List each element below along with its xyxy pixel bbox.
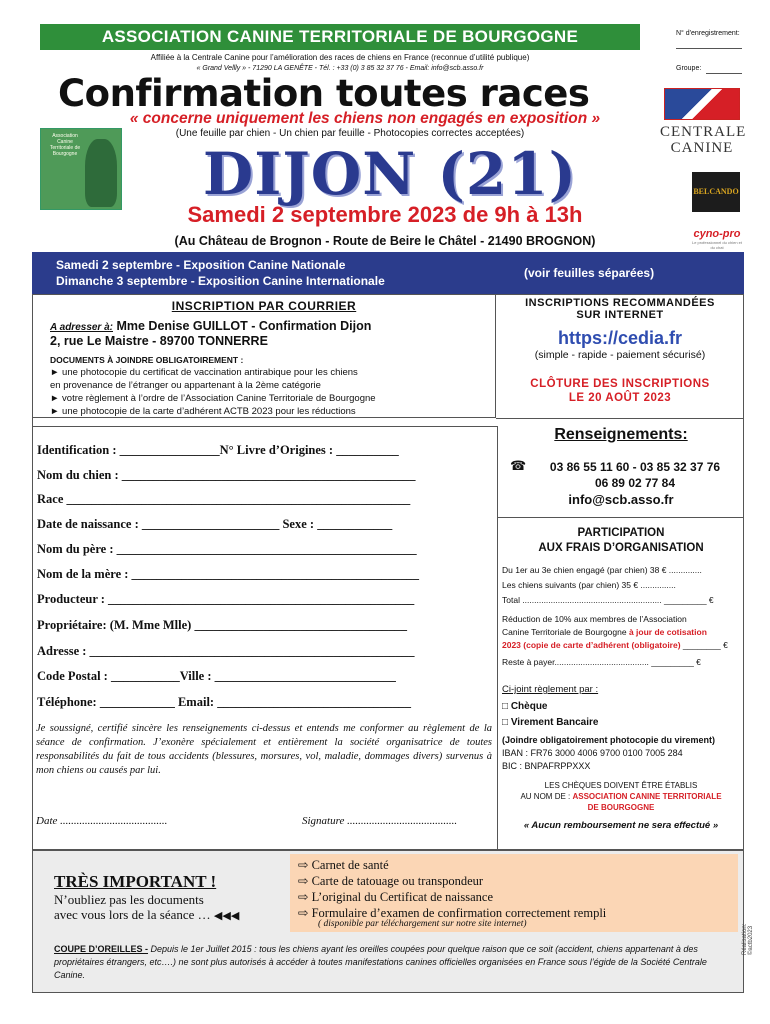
page-title: Confirmation toutes races <box>58 72 590 115</box>
dog-name-field[interactable]: Nom du chien : _______________________________________________ <box>37 468 416 482</box>
mother-name-field[interactable]: Nom de la mère : ______________________________________________ <box>37 567 420 581</box>
phone-email-field[interactable]: Téléphone: ____________ Email: _______________________________ <box>37 695 411 709</box>
event-venue: (Au Château de Brognon - Route de Beire le Châtel - 21490 BROGNON) <box>174 234 596 248</box>
exposition-see-sheets: (voir feuilles séparées) <box>524 266 655 280</box>
registration-form <box>32 426 498 850</box>
producer-field[interactable]: Producteur : _________________________________________________ <box>37 592 415 606</box>
contact-email[interactable]: info@scb.asso.fr <box>568 492 674 507</box>
city-title: DIJON (21) <box>202 140 578 208</box>
centrale-canine-flag-logo <box>664 88 740 120</box>
remaining-to-pay: Reste à payer........................................ _________ € <box>502 657 701 667</box>
checklist-item: ⇨ Carte de tatouage ou transpondeur <box>298 874 484 888</box>
realisation-credit: Réalisation: ©actb2023 <box>742 923 754 955</box>
affiliation-text: Affiliée à la Centrale Canine pour l’amélioration des races de chiens en France (reconnue d’utilité publique) <box>150 53 530 62</box>
declaration-text: Je soussigné, certifié sincère les renseignements ci-dessus et entends me conformer au règlement de la séance de confirmation. J’exonère spécialement et entièrement la société organisatrice de toutes responsabilités du fait de tous accidents (blessures, morsures, vol, maladie, dommages divers) survenus à mon chiens ou causés par lui. <box>36 723 492 776</box>
ear-cropping-notice: COUPE D’OREILLES - Depuis le 1er Juillet 2015 : tous les chiens ayant les oreilles coupées pour quelque raison que ce soit (accident, chiens appartenant à des propriétaires étrangers, etc….) ne sont plus autorisés à accéder à toutes manifestations canines officielles organisées en France sous l’égide de la Société Centrale Canine. <box>54 944 707 980</box>
bank-details: (Joindre obligatoirement photocopie du virement) IBAN : FR76 3000 4006 9700 0100 7005 284 BIC : BNPAFRPPXXX <box>502 735 716 771</box>
feuille-note: (Une feuille par chien - Un chien par feuille - Photocopies correctes acceptées) <box>175 128 525 139</box>
fee-total: Total ........................................................... _________ € <box>502 595 714 605</box>
payment-method-label: Ci-joint règlement par : <box>502 684 599 695</box>
father-name-field[interactable]: Nom du père : ________________________________________________ <box>37 542 417 556</box>
courrier-title: INSCRIPTION PAR COURRIER <box>171 299 357 313</box>
checklist-item: ⇨ L’original du Certificat de naissance <box>298 890 494 904</box>
internet-note: (simple - rapide - paiement sécurisé) <box>534 349 706 361</box>
cedia-link[interactable]: https://cedia.fr <box>557 328 682 348</box>
internet-title: INSCRIPTIONS RECOMMANDÉES SUR INTERNET <box>525 297 715 321</box>
exposition-sunday: Dimanche 3 septembre - Exposition Canine Internationale <box>56 274 385 288</box>
documents-title: DOCUMENTS À JOINDRE OBLIGATOIREMENT : <box>50 355 244 365</box>
fee-first-dogs: Du 1er au 3e chien engagé (par chien) 38 € .............. <box>502 565 702 575</box>
renseignements-title: Renseignements: <box>554 426 688 443</box>
date-field[interactable]: Date ....................................... <box>36 815 168 827</box>
association-address: « Grand Vellly » - 71290 LA GENÊTE - Tél. : +33 (0) 3 85 32 37 76 - Email: info@scb.asso.fr <box>196 65 484 72</box>
exposition-band <box>32 252 744 294</box>
registration-field[interactable] <box>676 48 742 49</box>
cheque-checkbox[interactable]: □ Chèque <box>502 701 548 712</box>
courrier-street: 2, rue Le Maistre - 89700 TONNERRE <box>50 334 268 348</box>
document-item: ► une photocopie du certificat de vaccination antirabique pour les chiens <box>50 367 358 378</box>
no-refund-note: « Aucun remboursement ne sera effectué » <box>523 820 719 831</box>
association-poster-logo <box>40 128 122 210</box>
reduction-line: 2023 (copie de carte d’adhérent (obligatoire) ________ € <box>502 640 728 650</box>
checklist-item: ⇨ Carnet de santé <box>298 858 389 872</box>
virement-checkbox[interactable]: □ Virement Bancaire <box>502 717 599 728</box>
signature-field[interactable]: Signature ........................................ <box>302 815 458 827</box>
belcando-logo: BELCANDO <box>692 172 740 212</box>
cheque-payee: LES CHÈQUES DOIVENT ÊTRE ÉTABLIS AU NOM DE : ASSOCIATION CANINE TERRITORIALE DE BOURGOGNE <box>520 781 722 812</box>
dog-silhouette-icon <box>85 139 117 207</box>
identification-field[interactable]: Identification : ________________N° Livre d’Origines : __________ <box>37 443 399 457</box>
breed-field[interactable]: Race _______________________________________________________ <box>37 492 411 506</box>
cynopro-tagline: Le professionnel du chien et du chat <box>691 240 743 250</box>
group-label: Groupe: <box>676 65 702 72</box>
cynopro-logo: cyno-pro <box>693 228 741 240</box>
checklist-item: ⇨ Formulaire d’examen de confirmation correctement rempli <box>298 906 607 920</box>
document-item: ► votre règlement à l’ordre de l’Association Canine Territoriale de Bourgogne <box>50 393 376 404</box>
registration-label: N° d'enregistrement: <box>676 30 740 37</box>
group-field[interactable] <box>706 73 742 74</box>
courrier-recipient: A adresser à: Mme Denise GUILLOT - Confirmation Dijon <box>50 319 372 333</box>
important-title: TRÈS IMPORTANT ! <box>54 872 217 891</box>
birthdate-sex-field[interactable]: Date de naissance : ______________________ Sexe : ____________ <box>37 517 393 531</box>
owner-field[interactable]: Propriétaire: (M. Mme Mlle) __________________________________ <box>37 618 407 632</box>
phone-numbers: 03 86 55 11 60 - 03 85 32 37 76 06 89 02 77 84 <box>549 460 721 490</box>
centrale-canine-logo-text: CENTRALE CANINE <box>660 124 747 156</box>
postal-city-field[interactable]: Code Postal : ___________Ville : _____________________________ <box>37 669 396 683</box>
reduction-line: Canine Territoriale de Bourgogne à jour de cotisation <box>502 627 707 637</box>
closing-date: CLÔTURE DES INSCRIPTIONS LE 20 AOÛT 2023 <box>530 378 710 404</box>
reduction-line: Réduction de 10% aux membres de l’Association <box>502 614 687 624</box>
document-item: ► une photocopie de la carte d’adhérent ACTB 2023 pour les réductions <box>50 406 356 417</box>
document-item: en provenance de l’étranger ou appartenant à la 2ème catégorie <box>50 380 321 391</box>
fee-next-dogs: Les chiens suivants (par chien) 35 € ............... <box>502 580 676 590</box>
association-banner: ASSOCIATION CANINE TERRITORIALE DE BOURGOGNE <box>40 24 640 50</box>
participation-title: PARTICIPATION AUX FRAIS D’ORGANISATION <box>538 527 704 554</box>
subtitle: « concerne uniquement les chiens non engagés en exposition » <box>129 110 601 127</box>
exposition-saturday: Samedi 2 septembre - Exposition Canine Nationale <box>56 258 346 272</box>
poster-text: Association Canine Territoriale de Bourgogne <box>49 133 81 157</box>
address-field[interactable]: Adresse : ____________________________________________________ <box>37 644 415 658</box>
important-reminder: N’oubliez pas les documents avec vous lors de la séance … ◀◀◀ <box>54 892 240 922</box>
checklist-note: ( disponible par téléchargement sur notre site internet) <box>318 919 527 929</box>
phone-icon: ☎ <box>510 458 527 473</box>
event-date: Samedi 2 septembre 2023 de 9h à 13h <box>187 202 583 227</box>
